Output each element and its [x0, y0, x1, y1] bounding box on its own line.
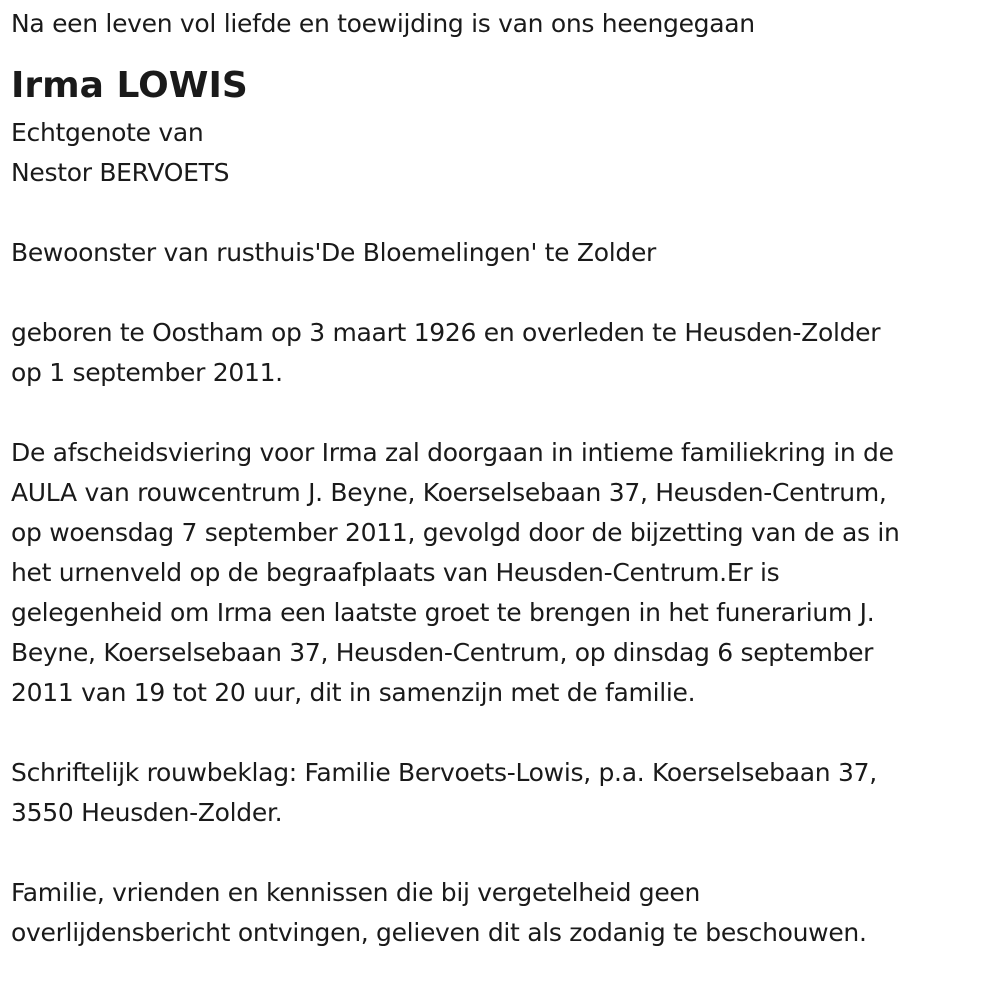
spacer — [11, 273, 986, 313]
ceremony-line: het urnenveld op de begraafplaats van Heusden-Centrum.Er is — [11, 558, 780, 587]
spacer — [11, 833, 986, 873]
birth-death-line-1: geboren te Oostham op 3 maart 1926 en overleden te Heusden-Zolder — [11, 318, 881, 347]
condolence-line: 3550 Heusden-Zolder. — [11, 798, 283, 827]
ceremony-line: 2011 van 19 tot 20 uur, dit in samenzijn met de familie. — [11, 678, 696, 707]
closing-line: Familie, vrienden en kennissen die bij vergetelheid geen — [11, 878, 701, 907]
spacer — [11, 393, 986, 433]
spacer — [11, 713, 986, 753]
birth-death-line-2: op 1 september 2011. — [11, 358, 283, 387]
spouse-line-1: Echtgenote van — [11, 118, 204, 147]
residence-line: Bewoonster van rusthuis'De Bloemelingen' te Zolder — [11, 238, 656, 267]
obituary-notice — [11, 4, 986, 953]
ceremony-line: gelegenheid om Irma een laatste groet te brengen in het funerarium J. — [11, 598, 875, 627]
spacer — [11, 193, 986, 233]
ceremony-line: AULA van rouwcentrum J. Beyne, Koerselsebaan 37, Heusden-Centrum, — [11, 478, 887, 507]
intro-line: Na een leven vol liefde en toewijding is van ons heengegaan — [11, 9, 755, 38]
name-block — [11, 44, 986, 113]
condolence-line: Schriftelijk rouwbeklag: Familie Bervoets-Lowis, p.a. Koerselsebaan 37, — [11, 758, 877, 787]
ceremony-line: De afscheidsviering voor Irma zal doorgaan in intieme familiekring in de — [11, 438, 894, 467]
ceremony-line: op woensdag 7 september 2011, gevolgd door de bijzetting van de as in — [11, 518, 900, 547]
spouse-line-2: Nestor BERVOETS — [11, 158, 230, 187]
deceased-name: Irma LOWIS — [11, 65, 248, 106]
ceremony-line: Beyne, Koerselsebaan 37, Heusden-Centrum, op dinsdag 6 september — [11, 638, 874, 667]
closing-line: overlijdensbericht ontvingen, gelieven dit als zodanig te beschouwen. — [11, 918, 867, 947]
